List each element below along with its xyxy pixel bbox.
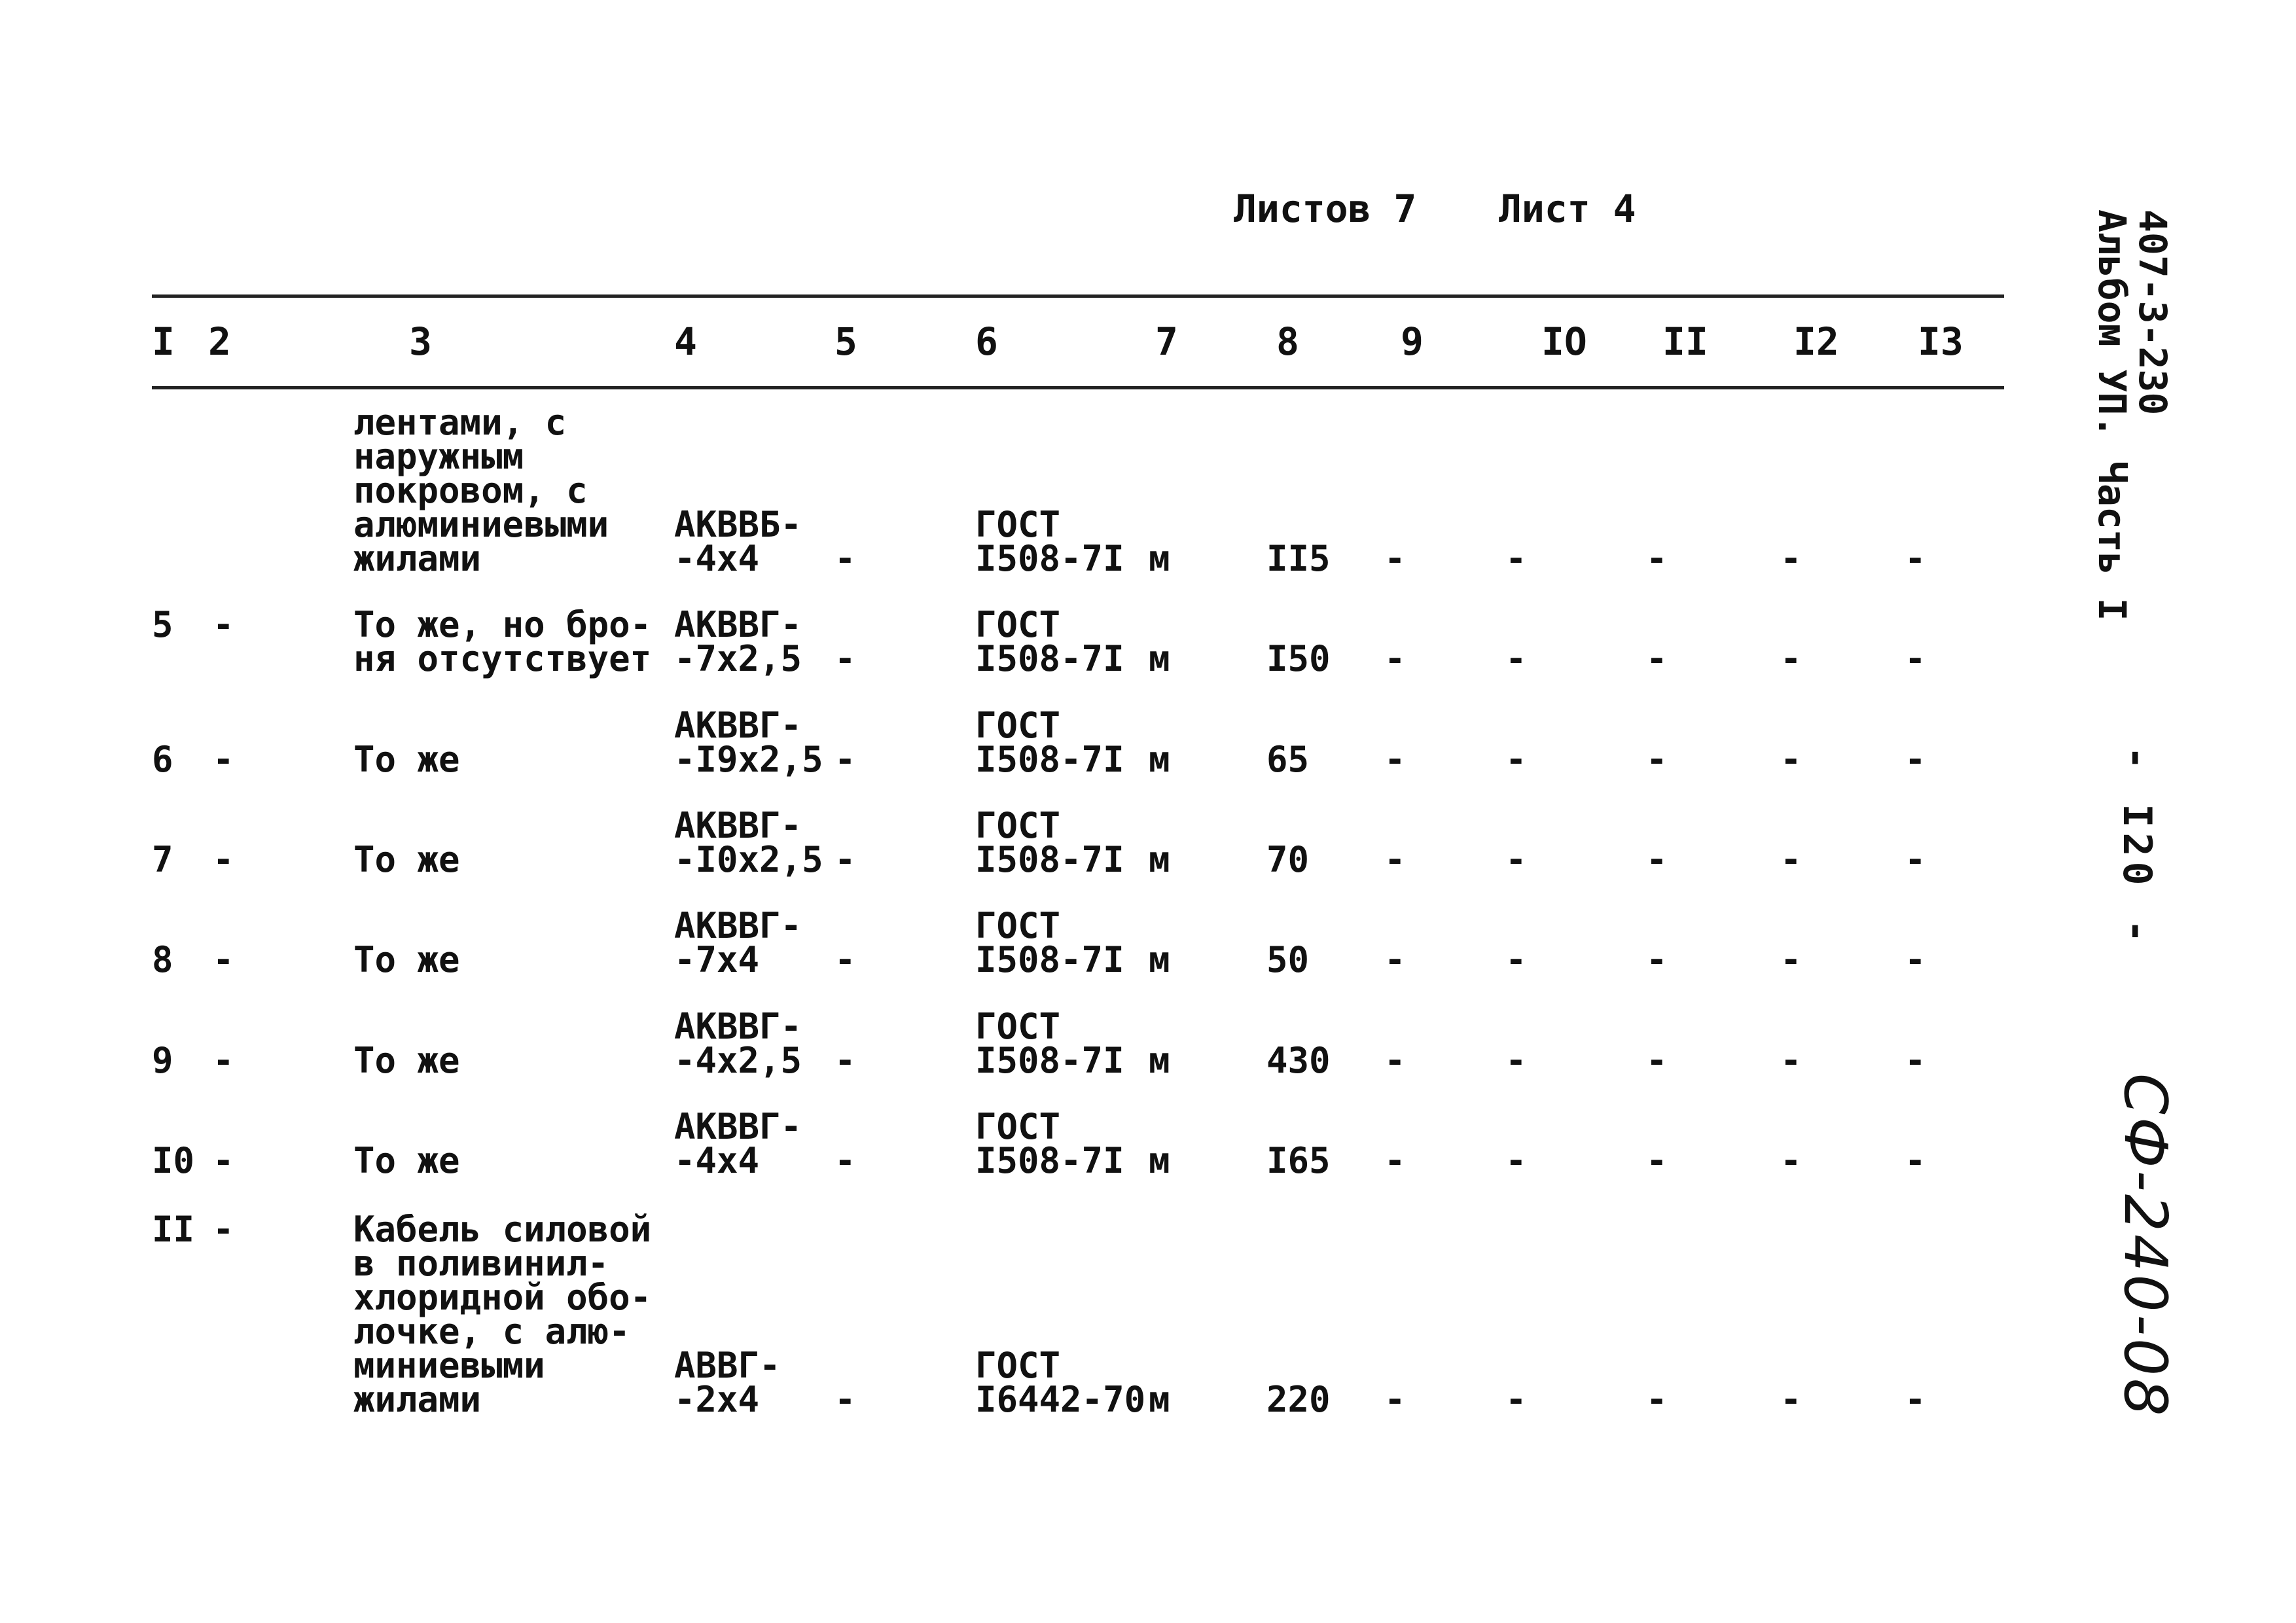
col11-dash: - (1646, 739, 1668, 780)
col12-dash: - (1780, 1140, 1802, 1181)
quantity: 430 (1266, 1040, 1331, 1081)
col9-dash: - (1384, 739, 1406, 780)
col9-dash: - (1384, 1040, 1406, 1081)
col11-dash: - (1646, 839, 1668, 880)
standard: ГОСТ I6442-70 (975, 1345, 1146, 1420)
col5-dash: - (834, 538, 856, 579)
row-number: 6 (152, 739, 173, 780)
standard: ГОСТ I508-7I (975, 504, 1124, 579)
col13-dash: - (1905, 638, 1926, 679)
col9-dash: - (1384, 939, 1406, 980)
col11-dash: - (1646, 538, 1668, 579)
col2-dash: - (213, 839, 234, 880)
quantity: I65 (1266, 1140, 1331, 1181)
sheet-number: Лист 4 (1499, 187, 1636, 231)
column-header-9: 9 (1401, 319, 1424, 364)
col11-dash: - (1646, 1379, 1668, 1420)
cable-mark: АКВВБ- -4х4 (674, 504, 802, 579)
unit: м (1149, 1379, 1170, 1420)
column-header-13: I3 (1918, 319, 1964, 364)
col5-dash: - (834, 939, 856, 980)
quantity: 65 (1266, 739, 1310, 780)
description: То же (353, 739, 460, 780)
col5-dash: - (834, 638, 856, 679)
column-header-7: 7 (1155, 319, 1178, 364)
col9-dash: - (1384, 839, 1406, 880)
quantity: 50 (1266, 939, 1310, 980)
unit: м (1149, 1040, 1170, 1081)
column-header-11: II (1662, 319, 1708, 364)
column-header-4: 4 (674, 319, 697, 364)
col13-dash: - (1905, 1040, 1926, 1081)
col13-dash: - (1905, 1379, 1926, 1420)
quantity: 70 (1266, 839, 1310, 880)
header-rule-bottom (152, 386, 2004, 389)
col12-dash: - (1780, 1040, 1802, 1081)
col10-dash: - (1505, 839, 1527, 880)
album-stamp (2092, 209, 2173, 621)
col13-dash: - (1905, 739, 1926, 780)
cable-mark: АКВВГ- -4х2,5 (674, 1006, 802, 1081)
column-header-1: I (152, 319, 175, 364)
column-header-8: 8 (1276, 319, 1299, 364)
unit: м (1149, 739, 1170, 780)
row-number: 7 (152, 839, 173, 880)
unit: м (1149, 1140, 1170, 1181)
col11-dash: - (1646, 638, 1668, 679)
col13-dash: - (1905, 1140, 1926, 1181)
cable-mark: АКВВГ- -4х4 (674, 1106, 802, 1181)
description: То же (353, 839, 460, 880)
col10-dash: - (1505, 739, 1527, 780)
cable-mark: АКВВГ- -7х4 (674, 905, 802, 980)
col13-dash: - (1905, 839, 1926, 880)
row-number: II (152, 1209, 195, 1250)
col12-dash: - (1780, 638, 1802, 679)
standard: ГОСТ I508-7I (975, 1006, 1124, 1081)
standard: ГОСТ I508-7I (975, 805, 1124, 880)
col13-dash: - (1905, 939, 1926, 980)
col10-dash: - (1505, 638, 1527, 679)
quantity: 220 (1266, 1379, 1331, 1420)
page-number (2114, 746, 2160, 948)
col10-dash: - (1505, 1379, 1527, 1420)
col5-dash: - (834, 839, 856, 880)
col9-dash: - (1384, 1379, 1406, 1420)
col11-dash: - (1646, 1140, 1668, 1181)
standard: ГОСТ I508-7I (975, 705, 1124, 780)
unit: м (1149, 839, 1170, 880)
cable-mark: АКВВГ- -I9х2,5 (674, 705, 823, 780)
row-number: 5 (152, 604, 173, 645)
col10-dash: - (1505, 939, 1527, 980)
col9-dash: - (1384, 1140, 1406, 1181)
description: То же, но бро- ня отсутствует (353, 604, 652, 679)
unit: м (1149, 538, 1170, 579)
description: То же (353, 1040, 460, 1081)
quantity: I50 (1266, 638, 1331, 679)
album-stamp-text: 407-3-230 Альбом УП. Часть I (2090, 209, 2175, 621)
col9-dash: - (1384, 538, 1406, 579)
page-number-text: - I20 - (2114, 746, 2160, 948)
col10-dash: - (1505, 1140, 1527, 1181)
document-code-text: СФ-240-08 (2111, 1073, 2179, 1419)
col2-dash: - (213, 1140, 234, 1181)
col11-dash: - (1646, 1040, 1668, 1081)
col10-dash: - (1505, 1040, 1527, 1081)
col12-dash: - (1780, 839, 1802, 880)
col12-dash: - (1780, 538, 1802, 579)
col12-dash: - (1780, 1379, 1802, 1420)
cable-mark: АВВГ- -2х4 (674, 1345, 781, 1420)
document-code (2111, 1073, 2179, 1419)
column-header-6: 6 (975, 319, 998, 364)
description: лентами, с наружным покровом, с алюминиевыми жилами (353, 402, 609, 579)
row-number: I0 (152, 1140, 195, 1181)
column-header-5: 5 (834, 319, 857, 364)
column-header-10: IO (1541, 319, 1587, 364)
unit: м (1149, 638, 1170, 679)
col13-dash: - (1905, 538, 1926, 579)
col2-dash: - (213, 739, 234, 780)
row-number: 8 (152, 939, 173, 980)
sheets-total: Листов 7 (1234, 187, 1417, 231)
col11-dash: - (1646, 939, 1668, 980)
col10-dash: - (1505, 538, 1527, 579)
column-header-12: I2 (1793, 319, 1839, 364)
description: То же (353, 939, 460, 980)
row-number: 9 (152, 1040, 173, 1081)
quantity: II5 (1266, 538, 1331, 579)
standard: ГОСТ I508-7I (975, 1106, 1124, 1181)
col9-dash: - (1384, 638, 1406, 679)
cable-mark: АКВВГ- -7х2,5 (674, 604, 802, 679)
col12-dash: - (1780, 939, 1802, 980)
standard: ГОСТ I508-7I (975, 905, 1124, 980)
column-header-3: 3 (409, 319, 432, 364)
cable-mark: АКВВГ- -I0х2,5 (674, 805, 823, 880)
column-header-2: 2 (208, 319, 231, 364)
col2-dash: - (213, 1040, 234, 1081)
col2-dash: - (213, 939, 234, 980)
unit: м (1149, 939, 1170, 980)
col12-dash: - (1780, 739, 1802, 780)
description: Кабель силовой в поливинил- хлоридной обо- лочке, с алю- миниевыми жилами (353, 1209, 652, 1420)
col2-dash: - (213, 604, 234, 645)
col2-dash: - (213, 1209, 234, 1250)
col5-dash: - (834, 1140, 856, 1181)
col5-dash: - (834, 739, 856, 780)
description: То же (353, 1140, 460, 1181)
col5-dash: - (834, 1379, 856, 1420)
col5-dash: - (834, 1040, 856, 1081)
standard: ГОСТ I508-7I (975, 604, 1124, 679)
header-rule-top (152, 294, 2004, 298)
